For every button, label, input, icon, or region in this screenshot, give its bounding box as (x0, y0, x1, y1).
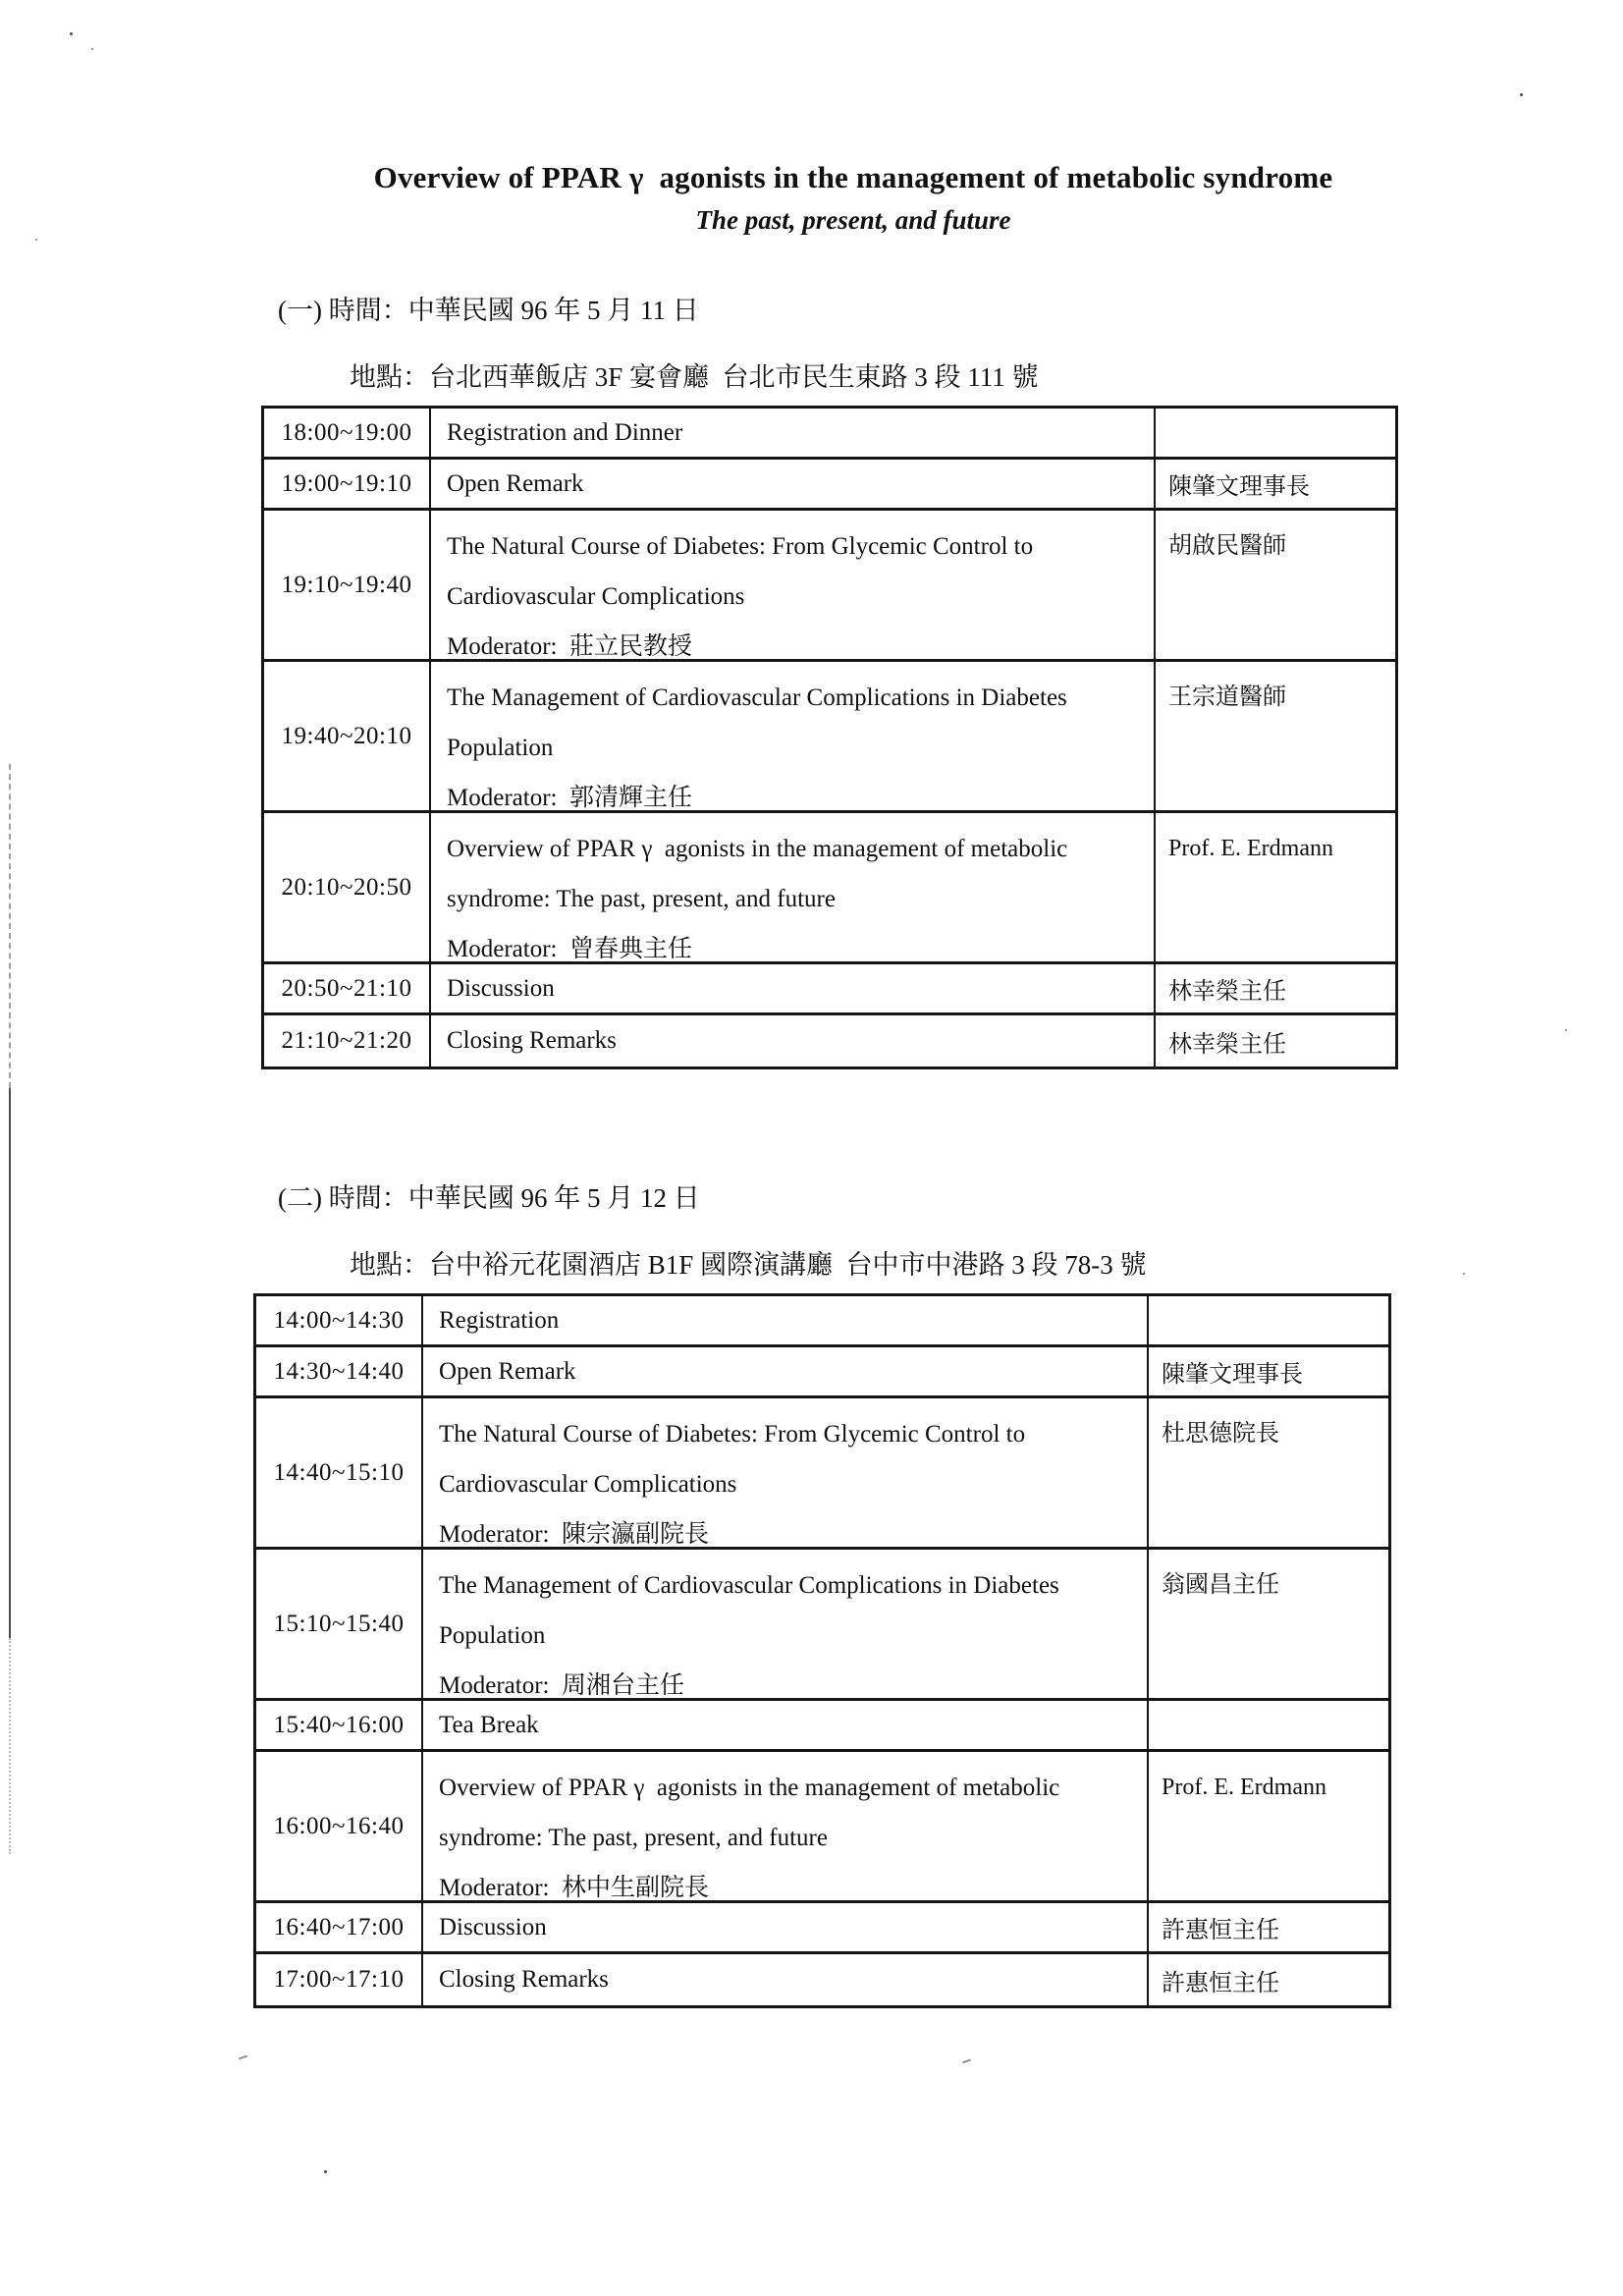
time-range: 14:40~15:10 (256, 1398, 423, 1547)
scan-mark (239, 2055, 247, 2060)
topic-line: Discussion (447, 974, 555, 1002)
speaker-cell: Prof. E. Erdmann (1168, 836, 1333, 861)
topic-line: The Natural Course of Diabetes: From Glycemic Control to (439, 1421, 1026, 1448)
time-range: 18:00~19:00 (264, 409, 431, 457)
topic-line: Tea Break (439, 1711, 539, 1738)
agenda-row (256, 1954, 1388, 2005)
session-1-datetime: (一) 時間：中華民國 96 年 5 月 11 日 (278, 296, 699, 325)
time-range: 20:10~20:50 (264, 813, 431, 961)
time-range: 19:00~19:10 (264, 460, 431, 508)
document-subtitle: The past, present, and future (695, 205, 1011, 235)
scan-edge-line (9, 1638, 11, 1854)
topic-cell (431, 662, 1156, 810)
session-2-agenda-table (253, 1293, 1391, 2008)
topic-line: Overview of PPAR γ agonists in the management of metabolic (447, 836, 1068, 862)
speaker-cell: 胡啟民醫師 (1168, 533, 1286, 559)
scan-speckle (70, 32, 73, 35)
topic-line: Cardiovascular Complications (439, 1471, 737, 1498)
topic-line: Closing Remarks (447, 1027, 617, 1054)
topic-line: Closing Remarks (439, 1966, 609, 1993)
topic-cell (423, 1752, 1149, 1900)
agenda-row (256, 1398, 1388, 1550)
topic-line: Population (439, 1622, 546, 1649)
speaker-cell: 杜思德院長 (1162, 1421, 1279, 1447)
agenda-row (264, 964, 1395, 1015)
topic-cell (431, 1015, 1156, 1066)
time-range: 21:10~21:20 (264, 1015, 431, 1066)
speaker-cell: 翁國昌主任 (1162, 1572, 1279, 1598)
topic-line: The Management of Cardiovascular Complications in Diabetes (447, 684, 1067, 711)
topic-cell (423, 1903, 1149, 1951)
speaker-cell: 王宗道醫師 (1168, 684, 1286, 710)
topic-cell (423, 1550, 1149, 1698)
topic-cell (431, 460, 1156, 508)
scan-edge-line (9, 764, 11, 1088)
session-2-venue: 地點：台中裕元花園酒店 B1F 國際演講廳 台中市中港路 3 段 78-3 號 (350, 1250, 1147, 1280)
agenda-row (256, 1701, 1388, 1752)
speaker-cell (1149, 1701, 1388, 1749)
agenda-row (264, 662, 1395, 813)
speaker-cell: 許惠恒主任 (1162, 1970, 1279, 1996)
topic-cell (431, 964, 1156, 1012)
time-range: 15:10~15:40 (256, 1550, 423, 1698)
scan-speckle (35, 239, 37, 241)
topic-cell (423, 1954, 1149, 2005)
speaker-cell: 陳肇文理事長 (1168, 474, 1310, 500)
topic-cell (431, 409, 1156, 457)
topic-line: syndrome: The past, present, and future (447, 886, 836, 912)
session-1-venue: 地點：台北西華飯店 3F 宴會廳 台北市民生東路 3 段 111 號 (350, 362, 1039, 392)
agenda-row (264, 460, 1395, 511)
topic-line: syndrome: The past, present, and future (439, 1825, 828, 1851)
topic-line: Population (447, 735, 554, 761)
topic-line: Open Remark (439, 1357, 576, 1385)
time-range: 16:40~17:00 (256, 1903, 423, 1951)
topic-line: Registration (439, 1306, 560, 1334)
speaker-cell: 陳肇文理事長 (1162, 1362, 1303, 1388)
agenda-row (264, 511, 1395, 662)
topic-line: Moderator: 周湘台主任 (439, 1672, 684, 1699)
agenda-row (256, 1296, 1388, 1347)
scan-speckle (324, 2170, 327, 2173)
agenda-row (264, 1015, 1395, 1066)
topic-line: The Natural Course of Diabetes: From Glycemic Control to (447, 533, 1034, 560)
topic-cell (423, 1398, 1149, 1547)
agenda-row (264, 409, 1395, 460)
topic-cell (431, 511, 1156, 659)
topic-line: Discussion (439, 1913, 547, 1941)
time-range: 16:00~16:40 (256, 1752, 423, 1900)
topic-line: Cardiovascular Complications (447, 583, 745, 610)
agenda-row (256, 1347, 1388, 1398)
agenda-row (264, 813, 1395, 964)
time-range: 20:50~21:10 (264, 964, 431, 1012)
speaker-cell: 林幸榮主任 (1168, 1031, 1286, 1058)
scan-edge-line (9, 1088, 11, 1638)
speaker-cell: 許惠恒主任 (1162, 1918, 1279, 1943)
topic-line: Moderator: 陳宗瀛副院長 (439, 1521, 709, 1548)
time-range: 17:00~17:10 (256, 1954, 423, 2005)
topic-line: Moderator: 林中生副院長 (439, 1875, 709, 1901)
topic-cell (423, 1347, 1149, 1395)
agenda-row (256, 1903, 1388, 1954)
title-block (83, 160, 1623, 236)
session-1-agenda-table (261, 406, 1398, 1069)
document-title: Overview of PPAR γ agonists in the management of metabolic syndrome (373, 160, 1333, 194)
topic-line: Open Remark (447, 469, 584, 497)
topic-line: Overview of PPAR γ agonists in the management of metabolic (439, 1775, 1060, 1801)
time-range: 19:40~20:10 (264, 662, 431, 810)
time-range: 19:10~19:40 (264, 511, 431, 659)
scan-speckle (1565, 1029, 1567, 1031)
topic-cell (423, 1701, 1149, 1749)
scan-speckle (91, 48, 93, 50)
scan-mark (962, 2059, 971, 2064)
speaker-cell: Prof. E. Erdmann (1162, 1775, 1326, 1800)
speaker-cell (1156, 409, 1395, 457)
topic-line: Moderator: 曾春典主任 (447, 936, 692, 962)
topic-line: Moderator: 莊立民教授 (447, 633, 692, 660)
scan-speckle (1520, 93, 1523, 96)
topic-cell (423, 1296, 1149, 1344)
topic-line: Registration and Dinner (447, 418, 683, 446)
speaker-cell (1149, 1296, 1388, 1344)
topic-cell (431, 813, 1156, 961)
session-2-heading (278, 1178, 1147, 1312)
time-range: 14:30~14:40 (256, 1347, 423, 1395)
agenda-row (256, 1550, 1388, 1701)
agenda-row (256, 1752, 1388, 1903)
session-2-datetime: (二) 時間：中華民國 96 年 5 月 12 日 (278, 1183, 700, 1213)
time-range: 14:00~14:30 (256, 1296, 423, 1344)
topic-line: Moderator: 郭清輝主任 (447, 785, 692, 811)
session-1-heading (278, 291, 1039, 424)
speaker-cell: 林幸榮主任 (1168, 979, 1286, 1005)
time-range: 15:40~16:00 (256, 1701, 423, 1749)
topic-line: The Management of Cardiovascular Complications in Diabetes (439, 1572, 1059, 1599)
scan-speckle (1463, 1273, 1465, 1275)
